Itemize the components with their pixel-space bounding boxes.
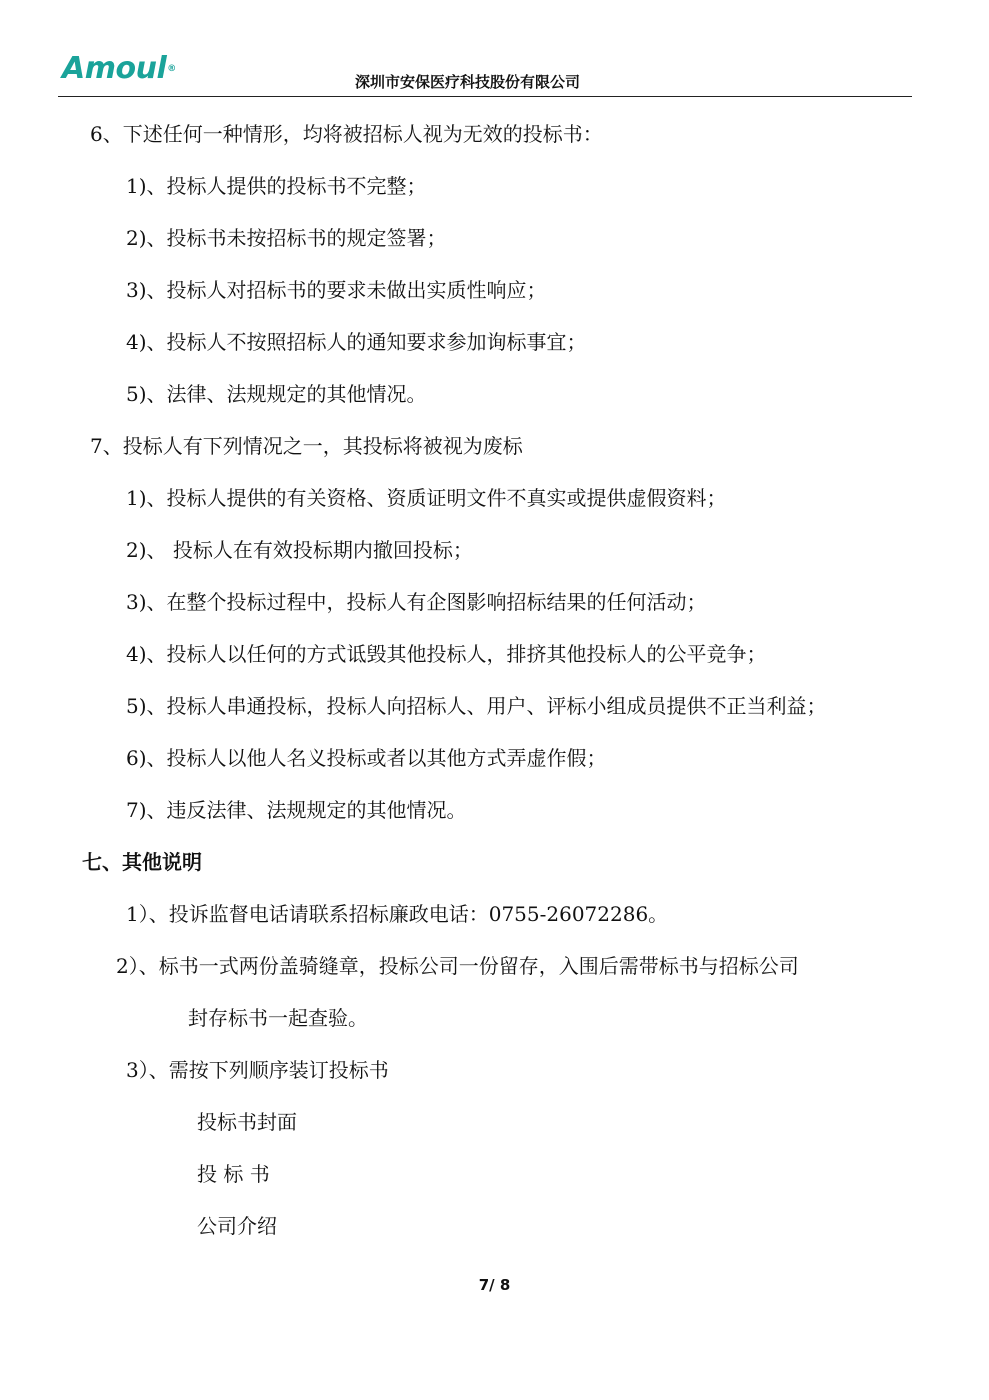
clause-6-item-3: 3)、投标人对招标书的要求未做出实质性响应； <box>126 278 547 302</box>
clause-7-item-1: 1)、投标人提供的有关资格、资质证明文件不真实或提供虚假资料； <box>126 486 727 510</box>
binding-order-cover: 投标书封面 <box>197 1110 297 1134</box>
clause-7-item-5: 5)、投标人串通投标，投标人向招标人、用户、评标小组成员提供不正当利益； <box>126 694 827 718</box>
registered-mark: ® <box>167 64 176 74</box>
clause-7-item-2: 2)、 投标人在有效投标期内撤回投标； <box>126 538 473 562</box>
clause-6-intro: 6、下述任何一种情形，均将被招标人视为无效的投标书： <box>90 122 603 146</box>
binding-order-company-intro: 公司介绍 <box>197 1214 277 1238</box>
clause-6-item-2: 2)、投标书未按招标书的规定签署； <box>126 226 447 250</box>
logo-text: Amoul <box>62 51 167 86</box>
section-heading-other: 七、其他说明 <box>82 850 202 874</box>
page-number: 7/ 8 <box>478 1276 511 1294</box>
other-item-1: 1）、投诉监督电话请联系招标廉政电话：0755-26072286。 <box>126 902 669 926</box>
clause-7-item-7: 7)、违反法律、法规规定的其他情况。 <box>126 798 467 822</box>
company-name: 深圳市安保医疗科技股份有限公司 <box>355 73 581 91</box>
clause-7-item-6: 6)、投标人以他人名义投标或者以其他方式弄虚作假； <box>126 746 607 770</box>
clause-7-item-3: 3)、在整个投标过程中，投标人有企图影响招标结果的任何活动； <box>126 590 707 614</box>
clause-6-item-1: 1)、投标人提供的投标书不完整； <box>126 174 427 198</box>
clause-7-item-4: 4)、投标人以任何的方式诋毁其他投标人，排挤其他投标人的公平竞争； <box>126 642 767 666</box>
company-logo <box>62 52 176 86</box>
clause-6-item-4: 4)、投标人不按照招标人的通知要求参加询标事宜； <box>126 330 587 354</box>
other-item-3: 3）、需按下列顺序装订投标书 <box>126 1058 389 1082</box>
clause-6-item-5: 5)、法律、法规规定的其他情况。 <box>126 382 427 406</box>
clause-7-intro: 7、投标人有下列情况之一，其投标将被视为废标 <box>90 434 523 458</box>
other-item-2: 2）、标书一式两份盖骑缝章，投标公司一份留存，入围后需带标书与招标公司 <box>116 954 799 978</box>
page-header <box>58 50 912 97</box>
binding-order-bid: 投 标 书 <box>197 1162 270 1186</box>
other-item-2-continued: 封存标书一起查验。 <box>188 1006 368 1030</box>
